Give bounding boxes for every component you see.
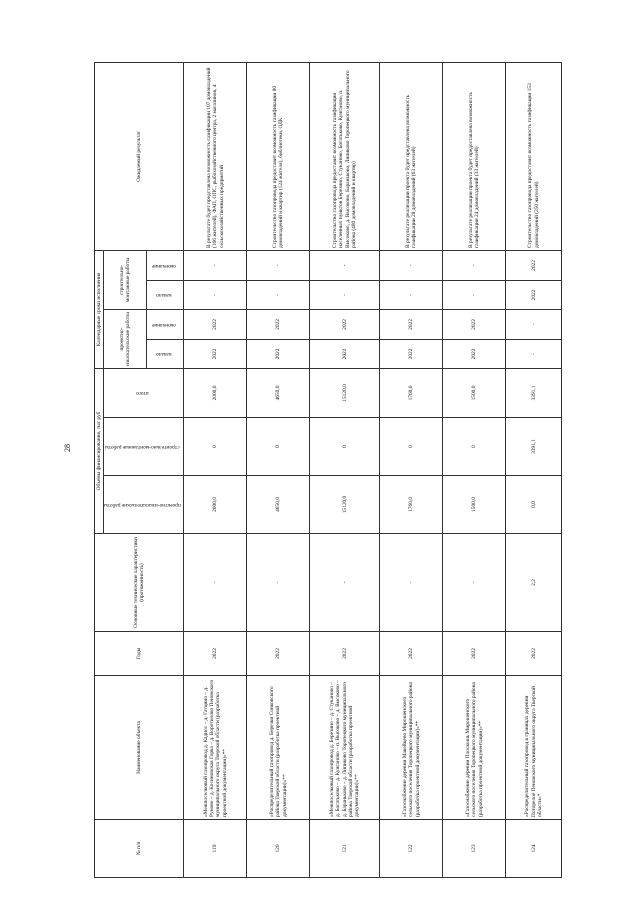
table-row xyxy=(247,62,310,877)
row-total-cost: 15120,0 xyxy=(310,368,380,417)
row-design-cost: 2000,0 xyxy=(184,476,247,534)
row-construction-cost: 0 xyxy=(443,418,506,476)
row-construction-end: - xyxy=(184,250,247,280)
header-schedule: Календарные сроки исполнения xyxy=(95,250,104,368)
row-design-start: 2022 xyxy=(443,339,506,368)
row-spec: - xyxy=(310,534,380,632)
row-construction-cost: 0 xyxy=(184,418,247,476)
row-num: 124 xyxy=(506,820,562,878)
row-construction-start: - xyxy=(247,280,310,309)
row-num: 122 xyxy=(380,820,443,878)
row-name: «Газоснабжение деревни Плоскошь Мирошенского сельского поселения Торопецкого муниципального района (разработка проектной документации)»** xyxy=(443,676,506,820)
row-result: В результате будет представлена возможность газификации 107 домовладений (166 жителей), ФАП, ОПС, рыбохозяйственного центра, 2 магазинов, 4 сельскохозяйственных предприятий xyxy=(184,62,247,250)
row-result: Строительство газопровода предоставит возможность газификации населенных пунктов Березино, Стуканово, Богатьково, Кунганово, п. Высоково, д. Высоково, Бараньково, Липиково Торопецкого муниципального района (480 домовладений и квартир) xyxy=(310,62,380,250)
header-sched-design: проектно-изыскательские работы xyxy=(104,309,147,368)
header-funding-total: итого xyxy=(104,368,184,417)
row-construction-end: - xyxy=(443,250,506,280)
header-construction-start: начало xyxy=(147,280,184,309)
row-total-cost: 2000,0 xyxy=(184,368,247,417)
row-design-cost: 1760,0 xyxy=(380,476,443,534)
row-spec: - xyxy=(184,534,247,632)
row-name: «Газоснабжение деревни Макейцево Мирошенского сельского поселения Торопецкого муниципального района (разработка проектной документации)»** xyxy=(380,676,443,820)
row-construction-start: 2022 xyxy=(506,280,562,309)
row-construction-end: 2022 xyxy=(506,250,562,280)
row-design-start: 2022 xyxy=(380,339,443,368)
table-row xyxy=(443,62,506,877)
row-result: Строительство газопровода предоставит возможность газификации 153 домовладений (250 жителей) xyxy=(506,62,562,250)
row-construction-cost: 0 xyxy=(310,418,380,476)
row-construction-start: - xyxy=(443,280,506,309)
row-result: Строительство газопровода предоставит возможность газификации 80 домовладений и квартир (124 жителя), библиотеки, ОДК xyxy=(247,62,310,250)
header-spec: Основные технические характеристики (протяженность) xyxy=(95,534,184,632)
table-row xyxy=(380,62,443,877)
header-funding: Объемы финансирования, тыс руб xyxy=(95,368,104,533)
header-num: № п/п xyxy=(95,820,184,878)
row-year: 2022 xyxy=(380,632,443,676)
header-funding-construction: строительно-монтажные работы xyxy=(104,418,184,476)
row-year: 2022 xyxy=(443,632,506,676)
row-design-end: 2022 xyxy=(380,309,443,339)
header-construction-end: окончание xyxy=(147,250,184,280)
row-total-cost: 4650,0 xyxy=(247,368,310,417)
header-design-end: окончание xyxy=(147,309,184,339)
row-design-end: 2022 xyxy=(310,309,380,339)
row-result: В результате реализации проекта будет предоставлена возможность газификации 24 домовладений (33 жителей) xyxy=(443,62,506,250)
header-design-start: начало xyxy=(147,339,184,368)
row-spec: 2,2 xyxy=(506,534,562,632)
row-design-start: - xyxy=(506,339,562,368)
row-design-cost: 15120,0 xyxy=(310,476,380,534)
row-design-start: 2022 xyxy=(184,339,247,368)
row-construction-cost: 0 xyxy=(380,418,443,476)
row-construction-start: - xyxy=(184,280,247,309)
row-num: 119 xyxy=(184,820,247,878)
page-number: 28 xyxy=(63,444,72,452)
row-construction-end: - xyxy=(310,250,380,280)
header-years: Годы xyxy=(95,632,184,676)
row-name: «Межпоселковый газопровод д. Березино – д. Стуканово – д. Богатьково – д. Кунганово – п. Высоково – д. Высоково – д. Бараньково – д. Липиково Торопецкого муниципального района Тверской области (разработка проектной документации)»** xyxy=(310,676,380,820)
rotated-table-container xyxy=(94,63,574,878)
row-total-cost: 3391,1 xyxy=(506,368,562,417)
row-num: 123 xyxy=(443,820,506,878)
row-design-end: 2022 xyxy=(247,309,310,339)
header-result: Ожидаемый результат xyxy=(95,62,184,250)
row-design-start: 2022 xyxy=(247,339,310,368)
header-row-1 xyxy=(95,62,104,877)
row-design-start: 2022 xyxy=(310,339,380,368)
row-name: «Распределительный газопровод д. Березки Сонковского района Тверской области (разработка проектной документации)»** xyxy=(247,676,310,820)
row-construction-start: - xyxy=(310,280,380,309)
row-construction-cost: 3391,1 xyxy=(506,418,562,476)
row-year: 2022 xyxy=(184,632,247,676)
row-design-end: 2022 xyxy=(184,309,247,339)
row-design-end: 2022 xyxy=(443,309,506,339)
row-num: 121 xyxy=(310,820,380,878)
row-construction-cost: 0 xyxy=(247,418,310,476)
row-year: 2022 xyxy=(310,632,380,676)
row-construction-start: - xyxy=(380,280,443,309)
row-total-cost: 1760,0 xyxy=(380,368,443,417)
row-spec: - xyxy=(443,534,506,632)
table-row xyxy=(184,62,247,877)
row-construction-end: - xyxy=(247,250,310,280)
row-design-end: - xyxy=(506,309,562,339)
header-funding-design: проектно-изыскательские работы xyxy=(104,476,184,534)
row-year: 2022 xyxy=(247,632,310,676)
row-name: «Межпоселковый газопровод д. Кадиос – д. Гатцино – д. Руново – д. Косиновская Горка – д. Воротилово Пеновского муниципального округа Тверской области (разработка проектной документации)»** xyxy=(184,676,247,820)
row-year: 2022 xyxy=(506,632,562,676)
row-num: 120 xyxy=(247,820,310,878)
row-construction-end: - xyxy=(380,250,443,280)
row-spec: - xyxy=(247,534,310,632)
row-name: «Распределительный газопровод в границах деревни Погорелое Пеновского муниципального округа Тверской области»* xyxy=(506,676,562,820)
objects-table xyxy=(94,62,562,878)
row-design-cost: 4650,0 xyxy=(247,476,310,534)
row-total-cost: 1500,0 xyxy=(443,368,506,417)
table-row xyxy=(310,62,380,877)
header-name: Наименование объекта xyxy=(95,676,184,820)
header-sched-construction: строительно-монтажные работы xyxy=(104,250,147,309)
row-result: В результате реализации проекта будет представлена возможность газификации 28 домовладений (63 жителей) xyxy=(380,62,443,250)
table-row xyxy=(506,62,562,877)
row-design-cost: 0,0 xyxy=(506,476,562,534)
row-spec: - xyxy=(380,534,443,632)
row-design-cost: 1500,0 xyxy=(443,476,506,534)
